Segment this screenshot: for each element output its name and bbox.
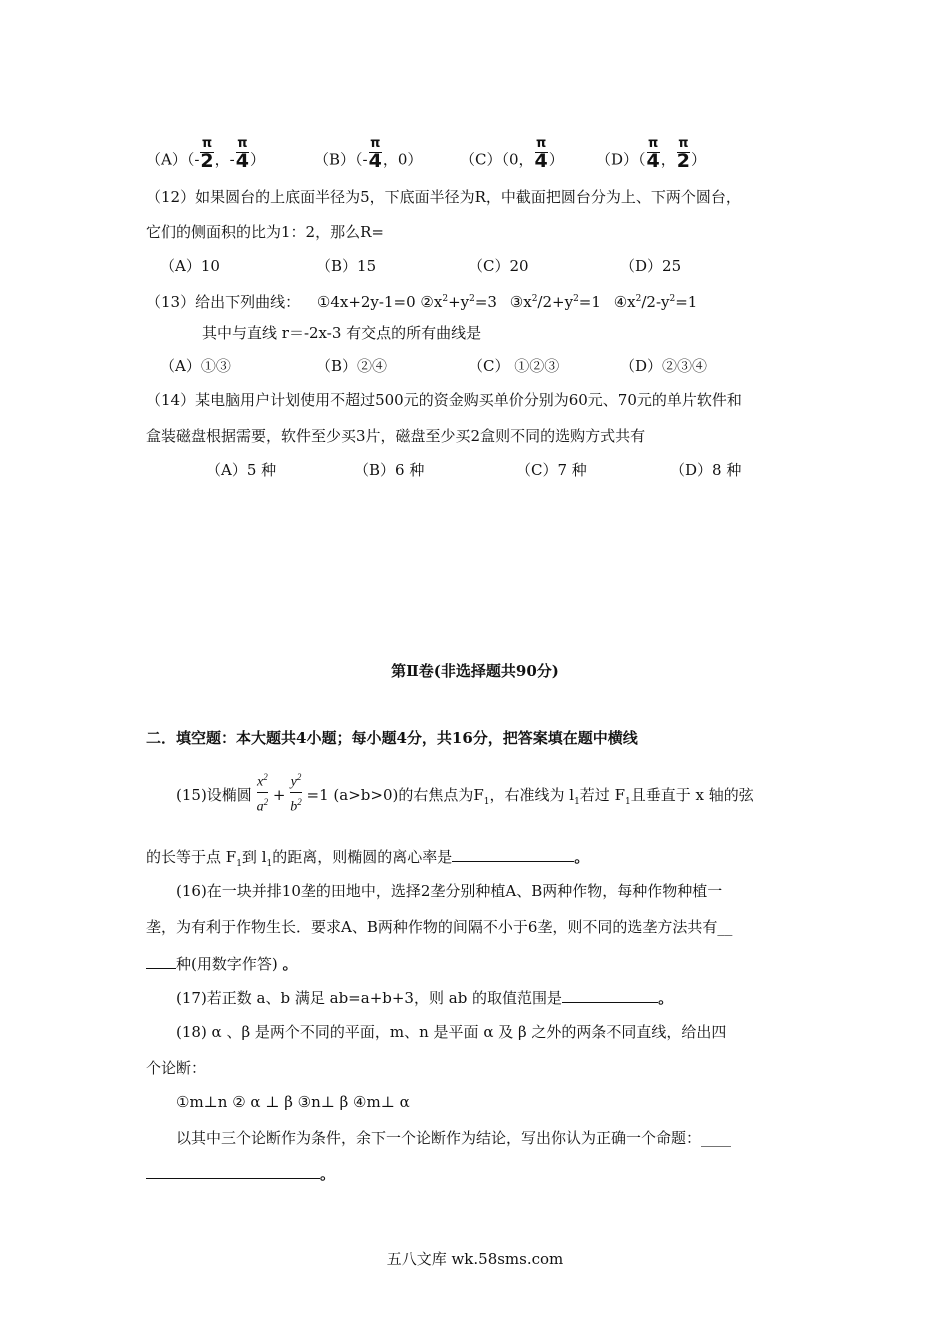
exponent: 2 [263,796,269,807]
q13-option-a: （A）①③ [160,357,231,375]
numerator: π [678,136,689,151]
text: ，右准线为 l [489,786,575,805]
q15-line-2 [146,847,589,874]
text: /2-y [641,293,670,311]
text: (a>b>0)的右焦点为F [333,786,484,805]
section-2-title: 二．填空题：本大题共4小题；每小题4分，共16分，把答案填在题中横线 [146,729,638,747]
text: 若过 F [579,786,625,805]
text: （- [186,150,200,169]
plus: + [272,786,286,805]
q14-line-1: （14）某电脑用户计划使用不超过500元的资金购买单价分别为60元、70元的单片软件和 [146,391,742,409]
footer-watermark: 五八文库 wk.58sms.com [386,1250,564,1268]
fraction [646,136,660,172]
denominator: 4 [534,150,548,172]
option-label: （A） [146,150,187,169]
text: ④x [613,293,636,311]
fraction [235,136,249,172]
denominator: 2 [200,150,214,172]
period: 。 [282,955,298,973]
q16-line-3 [146,954,298,974]
curve-4 [614,293,698,311]
option-label: （B） [314,150,356,169]
var-x: x [256,774,264,790]
text: /2+y [537,293,574,311]
text: =1 [675,293,698,311]
text: ， [660,150,676,169]
answer-blank[interactable] [146,954,176,969]
question-text: （13）给出下列曲线： [146,293,301,311]
denominator: 4 [235,150,249,172]
subscript: 1 [483,797,490,808]
equals-one: =1 [306,786,329,805]
q13-line-1 [146,289,697,312]
q18-line-5 [146,1164,335,1184]
subscript: 1 [624,797,631,808]
q12-option-c: （C）20 [468,257,529,275]
text: =1 [578,293,601,311]
text: 种(用数字作答) [176,955,278,973]
q12-option-a: （A）10 [160,257,220,275]
text: （ [638,150,646,169]
option-label: （D） [596,150,639,169]
text: 的长等于点 F [146,848,237,866]
text: ） [691,150,707,169]
var-y: y [290,774,297,790]
period: 。 [574,848,590,866]
subscript: 1 [574,797,580,808]
denominator: 4 [646,150,660,172]
exponent: 2 [263,772,268,782]
text: +y [448,293,470,311]
q13-option-d: （D）②③④ [620,357,708,375]
question-text: (17)若正数 a、b 满足 ab=a+b+3，则 ab 的取值范围是 [176,989,563,1007]
text: 到 l [241,848,267,866]
q18-line-1: (18) α 、β 是两个不同的平面，m、n 是平面 α 及 β 之外的两条不同直线，给出四 [176,1023,727,1041]
q17-line [176,988,673,1008]
q14-option-a: （A）5 种 [206,461,277,479]
q11-option-c [460,136,564,177]
q14-option-c: （C）7 种 [516,461,587,479]
text: 的距离，则椭圆的离心率是 [272,848,453,866]
answer-blank[interactable] [452,847,574,862]
period: 。 [320,1165,336,1183]
fraction-x2-a2 [257,768,269,816]
option-label: （C） [460,150,502,169]
text: （- [355,150,368,169]
curve-3 [510,293,601,311]
q16-line-1: (16)在一块并排10垄的田地中，选择2垄分别种植A、B两种作物，每种作物种植一 [176,882,723,900]
q14-option-d: （D）8 种 [670,461,742,479]
exponent: 2 [296,772,302,782]
exponent: 2 [442,294,449,304]
text: ） [548,150,564,169]
numerator: π [237,136,248,151]
q15-line-1 [176,772,754,818]
numerator: π [201,136,213,151]
part-2-title: 第Ⅱ卷(非选择题共90分) [391,662,559,680]
subscript: 1 [236,859,242,869]
text: 且垂直于 x 轴的弦 [630,786,754,805]
answer-blank[interactable] [146,1164,320,1179]
exponent: 2 [531,294,538,304]
q16-line-2: 垄，为有利于作物生长．要求A、B两种作物的间隔不小于6垄，则不同的选垄方法共有__ [146,918,733,936]
exponent: 2 [669,294,676,304]
var-a: a [256,799,264,815]
q12-option-d: （D）25 [620,257,682,275]
denominator: 4 [368,150,382,172]
q11-option-d [596,136,707,177]
q11-option-b [314,136,423,177]
question-text: (15)设椭圆 [176,786,252,805]
fraction [676,136,691,172]
exponent: 2 [469,294,475,304]
q12-line-1: （12）如果圆台的上底面半径为5，下底面半径为R，中截面把圆台分为上、下两个圆台， [146,188,741,206]
q18-line-3: ①m⊥n ② α ⊥ β ③n⊥ β ④m⊥ α [176,1093,410,1111]
text: ） [249,150,265,169]
numerator: π [536,136,547,151]
answer-blank[interactable] [562,988,658,1003]
var-b: b [290,799,298,815]
curve-2 [420,293,497,311]
numerator: π [648,136,659,151]
q18-line-2: 个论断： [146,1059,207,1077]
numerator: π [370,136,381,151]
q14-option-b: （B）6 种 [354,461,425,479]
q12-option-b: （B）15 [316,257,377,275]
q11-option-a [146,136,265,177]
q18-line-4: 以其中三个论断作为条件，余下一个论断作为结论，写出你认为正确一个命题：____ [176,1129,732,1147]
fraction [534,136,548,172]
q13-option-b: （B）②④ [316,357,388,375]
exponent: 2 [297,796,302,807]
text: ②x [420,293,443,311]
text: ③x [509,293,532,311]
exponent: 2 [635,294,642,304]
text: =3 [474,293,497,311]
denominator: 2 [676,150,691,172]
period: 。 [658,989,674,1007]
curve-1: ①4x+2y-1=0 [316,293,416,311]
exponent: 2 [573,294,579,304]
q13-line-2: 其中与直线 r＝-2x-3 有交点的所有曲线是 [202,324,482,342]
text: ，0） [382,150,423,169]
text: ，- [214,150,235,169]
q14-line-2: 盒装磁盘根据需要，软件至少买3片，磁盘至少买2盒则不同的选购方式共有 [146,427,646,445]
q12-line-2: 它们的侧面积的比为1：2，那么R= [146,223,384,241]
subscript: 1 [266,859,273,869]
fraction [368,136,382,172]
text: （0， [501,150,534,169]
q13-option-c: （C） ①②③ [468,357,560,375]
fraction-y2-b2 [290,768,302,816]
fraction [200,136,214,172]
